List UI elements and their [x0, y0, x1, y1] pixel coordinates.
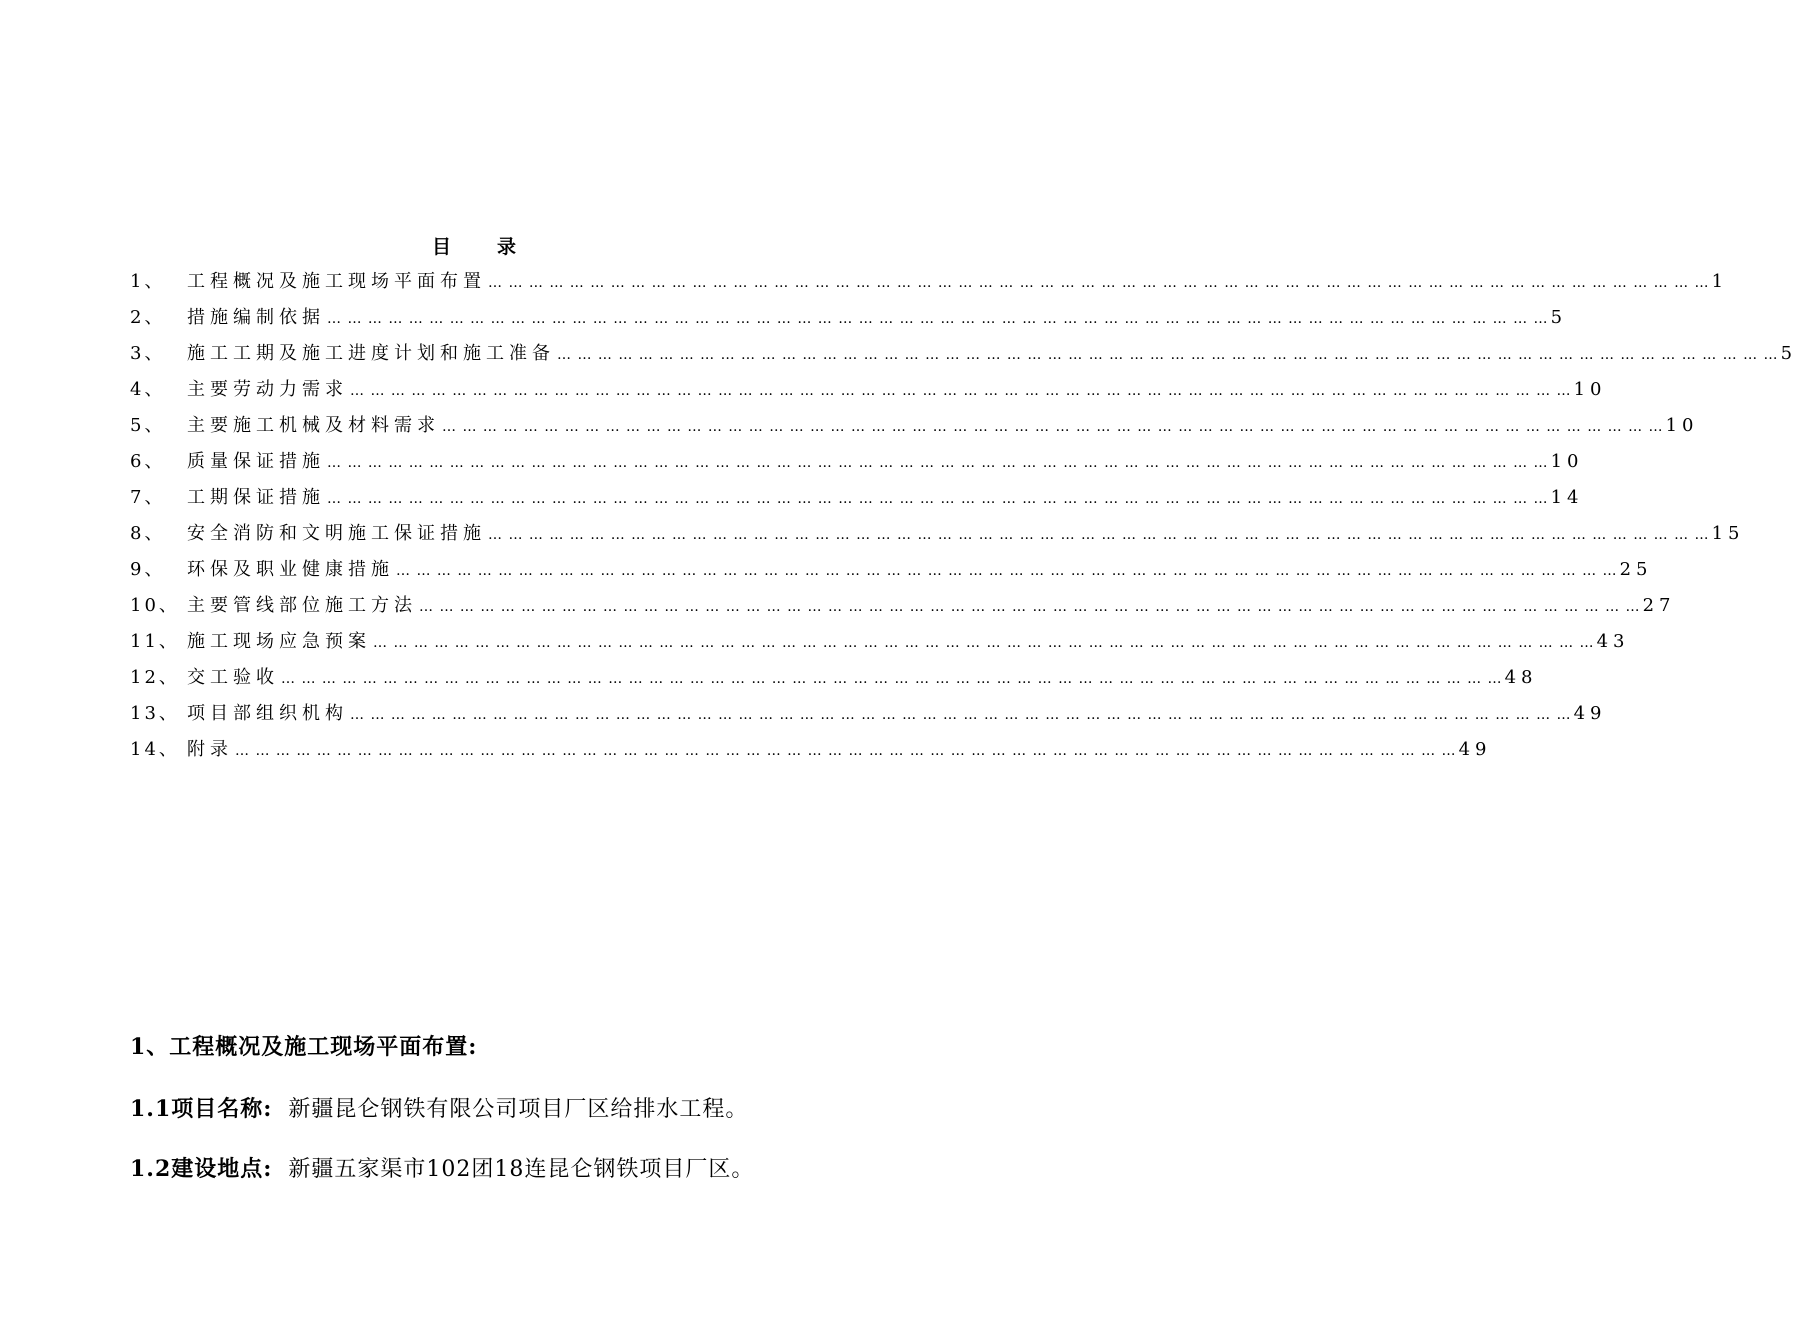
project-name-label: 1.1项目名称: [130, 1096, 273, 1122]
toc-entry-number: 13、 [130, 703, 180, 724]
toc-entry-text: 项目部组织机构 [187, 703, 348, 724]
toc-entry-text: 交工验收 [187, 667, 279, 688]
toc-leader-dots: … … … … … … … … … … … … … … … … … … … … … … … … … … … … … … … … … … … … … … … … … … … … … … … … … … … … … … … … … … … … [350, 707, 1572, 723]
toc-entry-text: 安全消防和文明施工保证措施 [187, 523, 486, 544]
toc-entry-page: 27 [1642, 595, 1676, 616]
toc-entry[interactable] [130, 552, 1653, 588]
toc-entry-page: 25 [1619, 559, 1653, 580]
toc-entry-page: 1 [1711, 271, 1729, 292]
toc-entry-text: 环保及职业健康措施 [187, 559, 394, 580]
toc-entry[interactable] [130, 444, 1584, 480]
toc-entry-page: 15 [1711, 523, 1745, 544]
toc-entry-page: 5 [1550, 307, 1568, 328]
toc-entry-text: 附录 [187, 739, 233, 760]
toc-entry-text: 措施编制依据 [187, 307, 325, 328]
toc-title [0, 232, 950, 259]
toc-leader-dots: … … … … … … … … … … … … … … … … … … … … … … … … … … … … … … … … … … … … … … … … … … … … … … … … … … … … … … … … … … … … [235, 743, 1457, 759]
construction-site-paragraph [130, 1152, 850, 1183]
toc-entry-number: 5、 [130, 415, 166, 436]
toc-entry[interactable] [130, 264, 1729, 300]
toc-entry-page: 14 [1550, 487, 1584, 508]
toc-entry[interactable] [130, 516, 1745, 552]
toc-entry-number: 14、 [130, 739, 180, 760]
toc-entry-number: 12、 [130, 667, 180, 688]
toc-entry-text: 工期保证措施 [187, 487, 325, 508]
toc-entry-number: 7、 [130, 487, 166, 508]
toc-entry[interactable] [130, 588, 1676, 624]
toc-leader-dots: … … … … … … … … … … … … … … … … … … … … … … … … … … … … … … … … … … … … … … … … … … … … … … … … … … … … … … … … … … … … [281, 671, 1503, 687]
toc-leader-dots: … … … … … … … … … … … … … … … … … … … … … … … … … … … … … … … … … … … … … … … … … … … … … … … … … … … … … … … … … … … … [350, 383, 1572, 399]
toc-entry-page: 48 [1504, 667, 1538, 688]
section-heading: 1、工程概况及施工现场平面布置: [130, 1034, 478, 1060]
toc-leader-dots: … … … … … … … … … … … … … … … … … … … … … … … … … … … … … … … … … … … … … … … … … … … … … … … … … … … … … … … … … … … … [396, 563, 1618, 579]
toc-entry-number: 4、 [130, 379, 166, 400]
toc-leader-dots: … … … … … … … … … … … … … … … … … … … … … … … … … … … … … … … … … … … … … … … … … … … … … … … … … … … … … … … … … … … … [442, 419, 1664, 435]
toc-entry[interactable] [130, 372, 1607, 408]
toc-entry-number: 11、 [130, 631, 180, 652]
toc-entry[interactable] [130, 408, 1699, 444]
toc-entry[interactable] [130, 336, 1797, 372]
toc-leader-dots: … … … … … … … … … … … … … … … … … … … … … … … … … … … … … … … … … … … … … … … … … … … … … … … … … … … … … … … … … … … … [557, 347, 1779, 363]
toc-leader-dots: … … … … … … … … … … … … … … … … … … … … … … … … … … … … … … … … … … … … … … … … … … … … … … … … … … … … … … … … … … … … [373, 635, 1595, 651]
toc-entry-page: 5 [1780, 343, 1797, 364]
construction-site-value: 新疆五家渠市102团18连昆仑钢铁项目厂区。 [288, 1157, 755, 1182]
toc-entry-text: 施工工期及施工进度计划和施工准备 [187, 343, 555, 364]
toc-entry[interactable] [130, 660, 1538, 696]
section-heading-block [130, 1030, 850, 1061]
project-name-value: 新疆昆仑钢铁有限公司项目厂区给排水工程。 [288, 1097, 749, 1122]
toc-entry[interactable] [130, 624, 1630, 660]
toc-entry-page: 49 [1573, 703, 1607, 724]
toc-entry-page: 10 [1550, 451, 1584, 472]
toc-entry-page: 10 [1573, 379, 1607, 400]
toc-entry-number: 9、 [130, 559, 166, 580]
toc-entry-text: 主要劳动力需求 [187, 379, 348, 400]
toc-entry-number: 8、 [130, 523, 166, 544]
toc-entry-text: 质量保证措施 [187, 451, 325, 472]
construction-site-label: 1.2建设地点: [130, 1156, 273, 1182]
toc-entry-page: 43 [1596, 631, 1630, 652]
toc-entry[interactable] [130, 480, 1584, 516]
toc-leader-dots: … … … … … … … … … … … … … … … … … … … … … … … … … … … … … … … … … … … … … … … … … … … … … … … … … … … … … … … … … … … … [488, 527, 1710, 543]
toc-entry-number: 6、 [130, 451, 166, 472]
toc-entry-text: 主要施工机械及材料需求 [187, 415, 440, 436]
toc-entry-number: 10、 [130, 595, 180, 616]
project-name-paragraph [130, 1092, 850, 1123]
toc-leader-dots: … … … … … … … … … … … … … … … … … … … … … … … … … … … … … … … … … … … … … … … … … … … … … … … … … … … … … … … … … … … … [488, 275, 1710, 291]
toc-title-right: 录 [497, 236, 519, 258]
toc-entry-number: 2、 [130, 307, 166, 328]
toc-entry[interactable] [130, 732, 1492, 768]
toc-entry-page: 10 [1665, 415, 1699, 436]
toc-leader-dots: … … … … … … … … … … … … … … … … … … … … … … … … … … … … … … … … … … … … … … … … … … … … … … … … … … … … … … … … … … … … [327, 455, 1549, 471]
toc-entry-text: 工程概况及施工现场平面布置 [187, 271, 486, 292]
toc-entry-text: 施工现场应急预案 [187, 631, 371, 652]
toc-entry-text: 主要管线部位施工方法 [187, 595, 417, 616]
toc-title-left: 目 [431, 236, 453, 258]
toc-entry-number: 1、 [130, 271, 166, 292]
table-of-contents [130, 264, 1797, 768]
toc-leader-dots: … … … … … … … … … … … … … … … … … … … … … … … … … … … … … … … … … … … … … … … … … … … … … … … … … … … … … … … … … … … … [327, 491, 1549, 507]
toc-entry[interactable] [130, 300, 1568, 336]
toc-leader-dots: … … … … … … … … … … … … … … … … … … … … … … … … … … … … … … … … … … … … … … … … … … … … … … … … … … … … … … … … … … … … [327, 311, 1549, 327]
toc-entry-number: 3、 [130, 343, 166, 364]
toc-entry[interactable] [130, 696, 1607, 732]
toc-leader-dots: … … … … … … … … … … … … … … … … … … … … … … … … … … … … … … … … … … … … … … … … … … … … … … … … … … … … … … … … … … … … [419, 599, 1641, 615]
toc-entry-page: 49 [1458, 739, 1492, 760]
